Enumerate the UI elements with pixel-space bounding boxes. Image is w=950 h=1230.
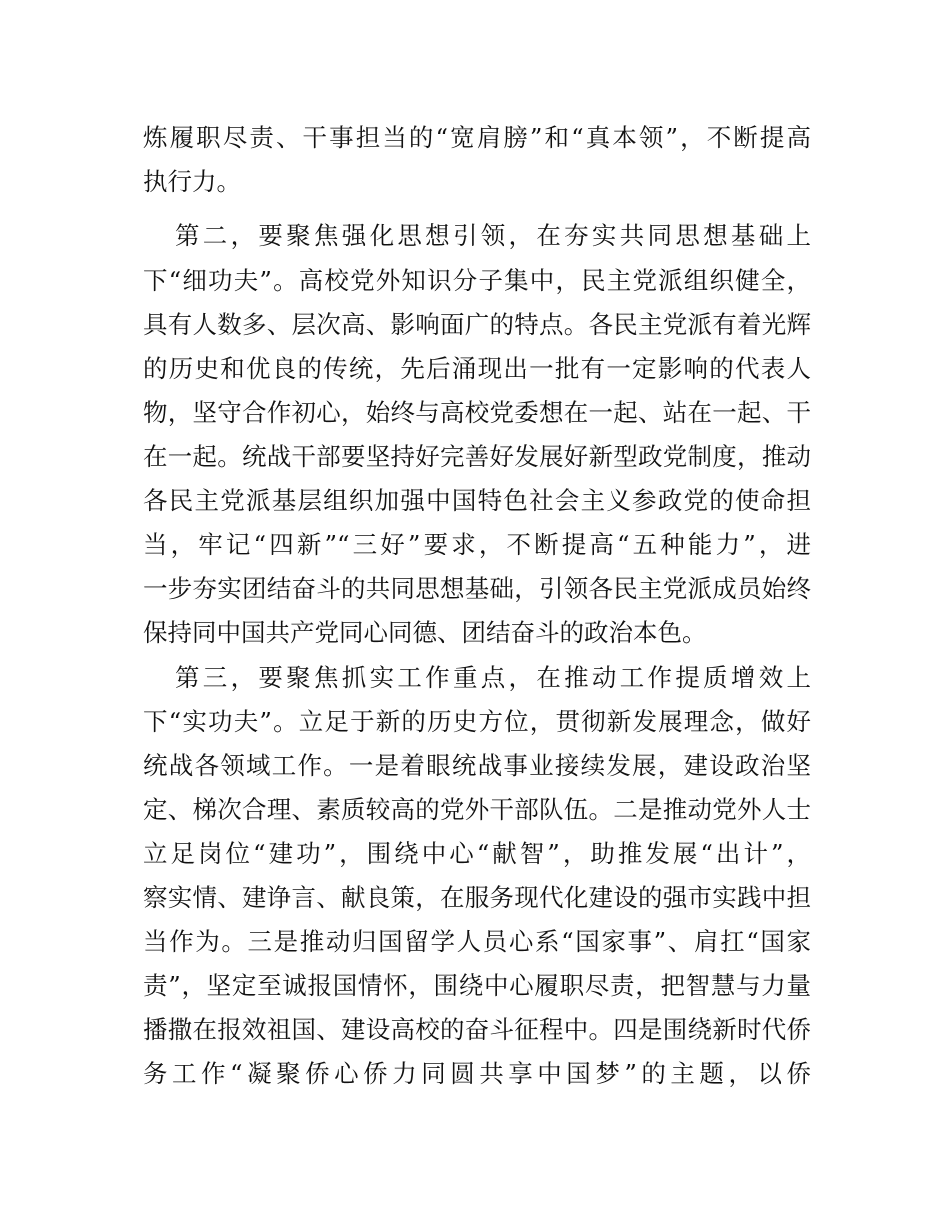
paragraph-1-line-1: 炼履职尽责、干事担当的“宽肩膀”和“真本领”，不断提高 — [143, 123, 811, 152]
paragraph-3-line-4: 定、梯次合理、素质较高的党外干部队伍。二是推动党外人士 — [143, 795, 811, 824]
paragraph-2-line-7: 各民主党派基层组织加强中国特色社会主义参政党的使命担 — [143, 486, 811, 515]
paragraph-3-line-1: 第三，要聚焦抓实工作重点，在推动工作提质增效上 — [175, 663, 811, 692]
paragraph-2-line-10: 保持同中国共产党同心同德、团结奋斗的政治本色。 — [143, 618, 707, 647]
paragraph-1-line-2: 执行力。 — [143, 167, 241, 196]
paragraph-3-line-9: 播撒在报效祖国、建设高校的奋斗征程中。四是围绕新时代侨 — [143, 1015, 811, 1044]
paragraph-2-line-3: 具有人数多、层次高、影响面广的特点。各民主党派有着光辉 — [143, 310, 811, 339]
paragraph-3-line-8: 责”，坚定至诚报国情怀，围绕中心履职尽责，把智慧与力量 — [143, 971, 811, 1000]
paragraph-2-line-9: 一步夯实团结奋斗的共同思想基础，引领各民主党派成员始终 — [143, 574, 811, 603]
paragraph-2-line-5: 物，坚守合作初心，始终与高校党委想在一起、站在一起、干 — [143, 398, 811, 427]
paragraph-2-line-1: 第二，要聚焦强化思想引领，在夯实共同思想基础上 — [175, 221, 811, 250]
paragraph-3-line-6: 察实情、建诤言、献良策，在服务现代化建设的强市实践中担 — [143, 883, 811, 912]
paragraph-3-line-5: 立足岗位“建功”，围绕中心“献智”，助推发展“出计”， — [143, 839, 811, 868]
paragraph-2-line-6: 在一起。统战干部要坚持好完善好发展好新型政党制度，推动 — [143, 442, 811, 471]
paragraph-3-line-3: 统战各领域工作。一是着眼统战事业接续发展，建设政治坚 — [143, 751, 811, 780]
paragraph-3-line-7: 当作为。三是推动归国留学人员心系“国家事”、肩扛“国家 — [143, 927, 811, 956]
paragraph-3-line-2: 下“实功夫”。立足于新的历史方位，贯彻新发展理念，做好 — [143, 707, 811, 736]
paragraph-2-line-8: 当，牢记“四新”“三好”要求，不断提高“五种能力”，进 — [143, 530, 811, 559]
paragraph-2-line-2: 下“细功夫”。高校党外知识分子集中，民主党派组织健全， — [143, 266, 811, 295]
paragraph-2-line-4: 的历史和优良的传统，先后涌现出一批有一定影响的代表人 — [143, 354, 811, 383]
paragraph-3-line-10: 务工作“凝聚侨心侨力同圆共享中国梦”的主题，以侨 — [143, 1059, 811, 1088]
